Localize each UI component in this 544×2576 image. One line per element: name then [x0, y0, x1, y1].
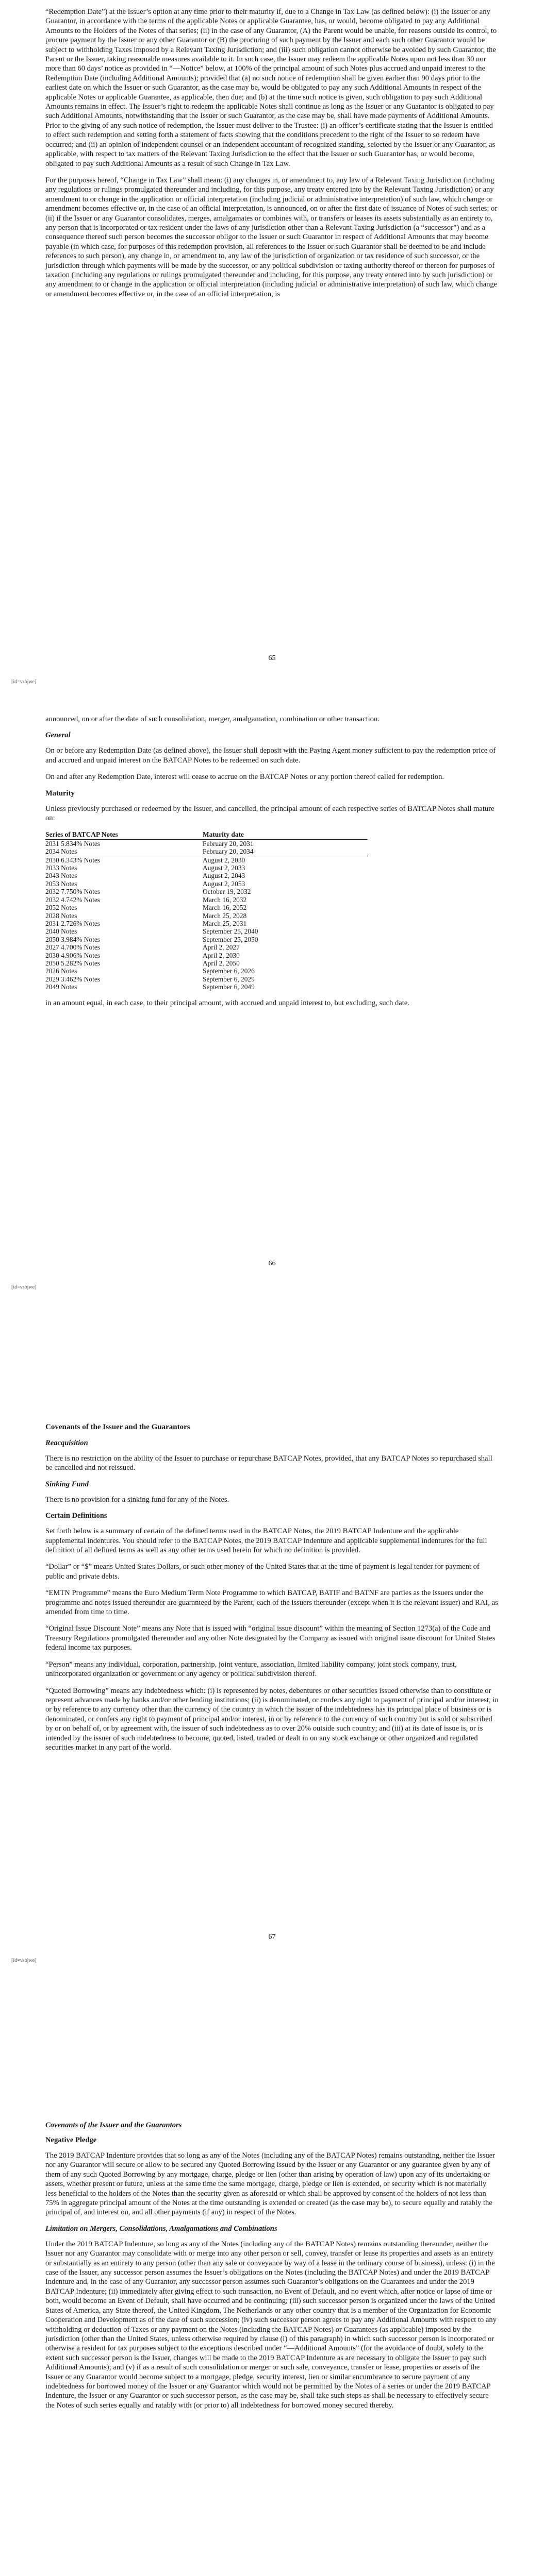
table-row [45, 927, 368, 935]
paragraph: “EMTN Programme” means the Euro Medium Term Note Programme to which BATCAP, BATIF and BATNF are parties as the issuers under the programme and notes issued thereunder are guaranteed by the Parent, each of the issuers thereunder (except when it is the relevant issuer) and RAI, as amended from time to time. [45, 1589, 498, 1617]
cell-series: 2032 4.742% Notes [45, 895, 101, 904]
table-row [45, 936, 368, 943]
cell-maturity: February 20, 2034 [203, 848, 254, 856]
cell-series: 2034 Notes [45, 848, 77, 856]
cell-maturity: September 25, 2050 [203, 935, 258, 943]
paragraph: “Original Issue Discount Note” means any Note that is issued with “original issue discount” within the meaning of Section 1273(a) of the Code and Treasury Regulations promulgated thereunder and any other Note designated by the Company as issued with original issue discount for United States federal income tax purposes. [45, 1624, 496, 1652]
page-67 [0, 1406, 544, 2110]
cell-series: 2053 Notes [45, 879, 77, 888]
section-heading-reacquisition: Reacquisition [45, 1439, 88, 1447]
page-68 [0, 2110, 544, 2576]
cell-series: 2027 4.700% Notes [45, 943, 101, 952]
cell-maturity: September 6, 2049 [203, 983, 255, 991]
cell-maturity: September 25, 2040 [203, 927, 258, 936]
paragraph: “Dollar” or “$” means United States Dollars, or such other money of the United States that at the time of payment is legal tender for payment of public and private debts. [45, 1563, 480, 1581]
section-heading-negative-pledge: Negative Pledge [45, 2136, 97, 2144]
section-heading-limitation-on-mergers: Limitation on Mergers, Consolidations, Amalgamations and Combinations [45, 2224, 277, 2233]
table-row [45, 888, 368, 895]
cell-maturity: April 2, 2027 [203, 943, 240, 952]
cell-maturity: April 2, 2030 [203, 951, 240, 959]
section-heading-definitions: Certain Definitions [45, 1512, 107, 1520]
cell-maturity: April 2, 2050 [203, 959, 240, 967]
paragraph: “Person” means any individual, corporation, partnership, joint venture, association, limited liability company, joint stock company, trust, unincorporated organization or government or any agency or political subdivision thereof. [45, 1660, 457, 1679]
paragraph: announced, on or after the date of such consolidation, merger, amalgamation, combination or other transaction. [45, 715, 380, 723]
cell-maturity: August 2, 2053 [203, 879, 245, 888]
cell-maturity: March 25, 2031 [203, 919, 247, 927]
doc-id-footer: [id=vsbjwe] [11, 679, 37, 685]
table-row [45, 839, 368, 848]
paragraph: On and after any Redemption Date, interest will cease to accrue on the BATCAP Notes or any portion thereof called for redemption. [45, 773, 444, 782]
paragraph: There is no provision for a sinking fund for any of the Notes. [45, 1495, 229, 1504]
table-row [45, 864, 368, 872]
table-header-row [45, 830, 368, 839]
cell-maturity: March 16, 2052 [203, 904, 247, 912]
table-row [45, 904, 368, 911]
cell-series: 2031 5.834% Notes [45, 839, 101, 848]
column-header-maturity: Maturity date [203, 830, 368, 839]
cell-maturity: September 6, 2026 [203, 967, 255, 975]
paragraph: Under the 2019 BATCAP Indenture, so long as any of the Notes (including any of the BATCAP Notes) remains outstanding thereunder, neither the Issuer nor any Guarantor may consolidate with or merge into any other person or sell, convey, transfer or lease its properties and assets as an entirety or substantially as an entirety to any person (other than any sale or conveyance by way of a lease in the ordinary course of business), unless: (i) in the case of the Issuer, any successor person assumes the Issuer’s obligations on the Notes (including the BATCAP Notes) and under the 2019 BATCAP Indenture and, in the case of any Guarantor, any successor person assumes such Guarantor’s obligations on the Guarantees and under the 2019 BATCAP Indenture; (ii) immediately after giving effect to such transaction, no Event of Default, and no event which, after notice or lapse of time or both, would become an Event of Default, shall have occurred and be continuing; (iii) such successor person is organized under the laws of the United States of America, any State thereof, the United Kingdom, The Netherlands or any other country that is a member of the Organization for Economic Cooperation and Development as of the date of such succession; (iv) such successor person agrees to pay any Additional Amounts with respect to any withholding or deduction of Taxes or any payment on the Notes (including the BATCAP Notes) or Guarantees (as applicable) imposed by the jurisdiction (other than the United States, unless otherwise required by clause (i) of this paragraph) in which such successor person is incorporated or otherwise a resident for tax purposes subject to the exceptions described under “—Additional Amounts” (for the avoidance of doubt, solely to the extent such successor person is the Issuer, changes will be made to the 2019 BATCAP Indenture as are necessary to obligate the Issuer to pay such Additional Amounts); and (v) if as a result of such consolidation or merger or such sale, conveyance, transfer or lease, properties or assets of the Issuer or any Guarantor would become subject to a mortgage, pledge, security interest, lien or similar encumbrance to secure payment of any indebtedness for borrowed money of the Issuer or any Guarantor which would not be permitted by the Notes of a series or under the 2019 BATCAP Indenture, the Issuer or any Guarantor or such successor person, as the case may be, shall take such steps as shall be necessary to effectively secure the Notes of such series equally and ratably with (or prior to) all indebtedness for borrowed money secured thereby. [45, 2240, 497, 2410]
cell-series: 2052 Notes [45, 904, 77, 912]
table-row [45, 856, 368, 864]
cell-maturity: August 2, 2030 [203, 856, 368, 864]
cell-maturity: March 25, 2028 [203, 911, 247, 920]
table-row [45, 880, 368, 888]
cell-series: 2033 Notes [45, 864, 77, 872]
cell-series: 2031 2.726% Notes [45, 919, 101, 927]
paragraph: “Quoted Borrowing” means any indebtedness which: (i) is represented by notes, debentures or other securities issued otherwise than to constitute or represent advances made by banks and/or other lending institutions; (ii) is denominated, or confers any right to payment of principal and/or interest, in or by reference to any currency other than the currency of the country in which the issuer of the indebtedness has its principal place of business or is denominated, or confers any right to payment of principal and/or interest, in or by reference to the currency of such country but is sold or subscribed by or on behalf of, or by agreement with, the issuer of such indebtedness as to over 20% outside such country; and (iii) at its date of issue is, or is intended by the issuer of such indebtedness to become, quoted, listed, traded or dealt in on any stock exchange or other organized and regulated securities market in any part of the world. [45, 1686, 499, 1752]
paragraph: There is no restriction on the ability of the Issuer to purchase or repurchase BATCAP Notes, provided, that any BATCAP Notes so repurchased shall be cancelled and not reissued. [45, 1454, 492, 1472]
doc-id-footer: [id=vsbjwe] [11, 1284, 37, 1290]
section-heading-general: General [45, 731, 71, 740]
table-row [45, 967, 368, 975]
cell-series: 2029 3.462% Notes [45, 975, 101, 983]
table-row [45, 952, 368, 959]
cell-series: 2030 6.343% Notes [45, 856, 203, 864]
page-number: 65 [268, 654, 276, 662]
cell-series: 2040 Notes [45, 927, 77, 936]
table-row [45, 983, 368, 991]
maturity-table [45, 830, 368, 991]
doc-id-footer: [id=vsbjwe] [11, 1958, 37, 1963]
table-row [45, 975, 368, 983]
cell-series: 2049 Notes [45, 983, 77, 991]
table-row [45, 872, 368, 879]
section-heading-maturity: Maturity [45, 789, 75, 798]
paragraph: The 2019 BATCAP Indenture provides that so long as any of the Notes (including any of the BATCAP Notes) remains outstanding, neither the Issuer nor any Guarantor will secure or allow to be secured any Quoted Borrowing issued by the Issuer or any Guarantor or any guarantee given by any of them of any such Quoted Borrowing by any mortgage, charge, pledge or lien (other than arising by operation of law) upon any of its undertaking or assets, whether present or future, unless at the same time the same mortgage, charge, pledge or lien is extended, or security which is not materially less beneficial to the holders of the Notes than the security given as aforesaid or which shall be approved by consent of the holders of not less than 75% in aggregate principal amount of the Notes at the time outstanding is extended or created (as the case may be), to secure equally and ratably the principal of, and interest on, and all other payments (if any) in respect of the Notes. [45, 2151, 495, 2217]
table-row [45, 959, 368, 967]
cell-maturity: October 19, 2032 [203, 888, 251, 896]
cell-maturity: March 16, 2032 [203, 895, 247, 904]
paragraph: “Redemption Date”) at the Issuer’s option at any time prior to their maturity if, due to a Change in Tax Law (as defined below): (i) the Issuer or any Guarantor, in accordance with the terms of the applicable Notes or applicable Guarantee, has, or would, become obligated to pay any Additional Amounts to the Holders of the Notes of that series; (ii) in the case of any Guarantor, (A) the Parent would be unable, for reasons outside its control, to procure payment by the Issuer or any other Guarantor or (B) the procuring of such payment by the Issuer and each such other Guarantor would be subject to withholding Taxes imposed by a Relevant Taxing Jurisdiction; and (iii) such obligation cannot otherwise be avoided by such Guarantor, the Parent or the Issuer, taking reasonable measures available to it. In such case, the Issuer may redeem the applicable Notes upon not less than 30 nor more than 60 days’ notice as provided in “—Notice” below, at 100% of the principal amount of such Notes plus accrued and unpaid interest to the Redemption Date (including Additional Amounts); provided that (a) no such notice of redemption shall be given earlier than 90 days prior to the earliest date on which the Issuer or such Guarantor, as the case may be, would be obligated to pay any such Additional Amounts in respect of the applicable Notes or applicable Guarantee, as applicable, then due; and (b) at the time such notice is given, such obligation to pay such Additional Amounts remains in effect. The Issuer’s right to redeem the applicable Notes shall continue as long as the Issuer or any Guarantor is obligated to pay such Additional Amounts, notwithstanding that the Issuer or such Guarantor, as the case may be, shall have made payments of Additional Amounts. Prior to the giving of any such notice of redemption, the Issuer must deliver to the Trustee: (i) an officer’s certificate stating that the Issuer is entitled to effect such redemption and setting forth a statement of facts showing that the conditions precedent to the right of the Issuer to so redeem have occurred; and (ii) an opinion of independent counsel or an independent accountant of recognized standing, selected by the Issuer or any Guarantor, as applicable, with respect to tax matters of the Relevant Taxing Jurisdiction to the effect that the Issuer or such Guarantor has, or would become, obligated to pay such Additional Amounts as a result of such Change in Tax Law. [45, 8, 497, 168]
cell-series: 2043 Notes [45, 872, 77, 880]
paragraph: Unless previously purchased or redeemed by the Issuer, and cancelled, the principal amount of each respective series of BATCAP Notes shall mature on: [45, 804, 494, 823]
table-row [45, 912, 368, 920]
page-number: 66 [268, 1260, 276, 1267]
table-row [45, 848, 368, 856]
table-row [45, 896, 368, 904]
cell-maturity: August 2, 2033 [203, 864, 245, 872]
cell-series: 2026 Notes [45, 967, 77, 975]
cell-series: 2050 5.282% Notes [45, 959, 101, 967]
page-66 [0, 703, 544, 1406]
paragraph: Set forth below is a summary of certain of the defined terms used in the BATCAP Notes, the 2019 BATCAP Indenture and the applicable supplemental indentures. You should refer to the BATCAP Notes, the 2019 BATCAP Indenture and applicable supplemental indentures for the full definition of all defined terms as well as any other terms used herein for which no definition is provided. [45, 1527, 487, 1555]
paragraph: On or before any Redemption Date (as defined above), the Issuer shall deposit with the Paying Agent money sufficient to pay the redemption price of and accrued and unpaid interest on the BATCAP Notes to be redeemed on such date. [45, 747, 496, 765]
paragraph: For the purposes hereof, “Change in Tax Law” shall mean: (i) any changes in, or amendment to, any law of a Relevant Taxing Jurisdiction (including any regulations or rulings promulgated thereunder and including, for this purpose, any treaty entered into by the Relevant Taxing Jurisdiction) or any amendment to or change in the application or official interpretation (including judicial or administrative interpretation) of such law, which change or amendment becomes effective or, in the case of an official interpretation, is announced, on or after the first date of issuance of Notes of such series; or (ii) if the Issuer or any Guarantor consolidates, merges, amalgamates or combines with, or transfers or leases its assets substantially as an entirety to, any person that is incorporated or tax resident under the laws of any jurisdiction other than a Relevant Taxing Jurisdiction (a “successor”) and as a consequence thereof such person becomes the successor obligor to the Issuer or such Guarantor in respect of Additional Amounts that may become payable (in which case, for purposes of this redemption provision, all references to the Issuer or such Guarantor shall be deemed to be and include references to such person), any change in, or amendment to, any law of the jurisdiction of organization or tax residence of such successor, or the jurisdiction through which payments will be made by the successor, or any political subdivision or taxing authority thereof or thereon for purposes of taxation (including any regulations or rulings promulgated thereunder and including, for this purpose, any treaty entered into by such jurisdiction) or any amendment to or change in the application or official interpretation (including judicial or administrative interpretation) of such law, which change or amendment becomes effective or, in the case of an official interpretation, is [45, 176, 498, 298]
page-title: Covenants of the Issuer and the Guarantors [45, 1423, 190, 1431]
cell-series: 2028 Notes [45, 911, 77, 920]
table-row [45, 943, 368, 951]
paragraph: in an amount equal, in each case, to their principal amount, with accrued and unpaid interest to, but excluding, such date. [45, 998, 409, 1007]
page-number: 67 [268, 1933, 276, 1941]
cell-series: 2050 3.984% Notes [45, 935, 101, 943]
page-title: Covenants of the Issuer and the Guarantors [45, 2121, 182, 2129]
cell-series: 2032 7.750% Notes [45, 888, 101, 896]
page-65 [0, 0, 544, 703]
table-row [45, 920, 368, 927]
section-heading-sinking-fund: Sinking Fund [45, 1480, 89, 1488]
cell-maturity: February 20, 2031 [203, 839, 254, 848]
column-header-series: Series of BATCAP Notes [45, 830, 203, 839]
cell-maturity: September 6, 2029 [203, 975, 255, 983]
cell-maturity: August 2, 2043 [203, 872, 245, 880]
cell-series: 2030 4.906% Notes [45, 951, 101, 959]
